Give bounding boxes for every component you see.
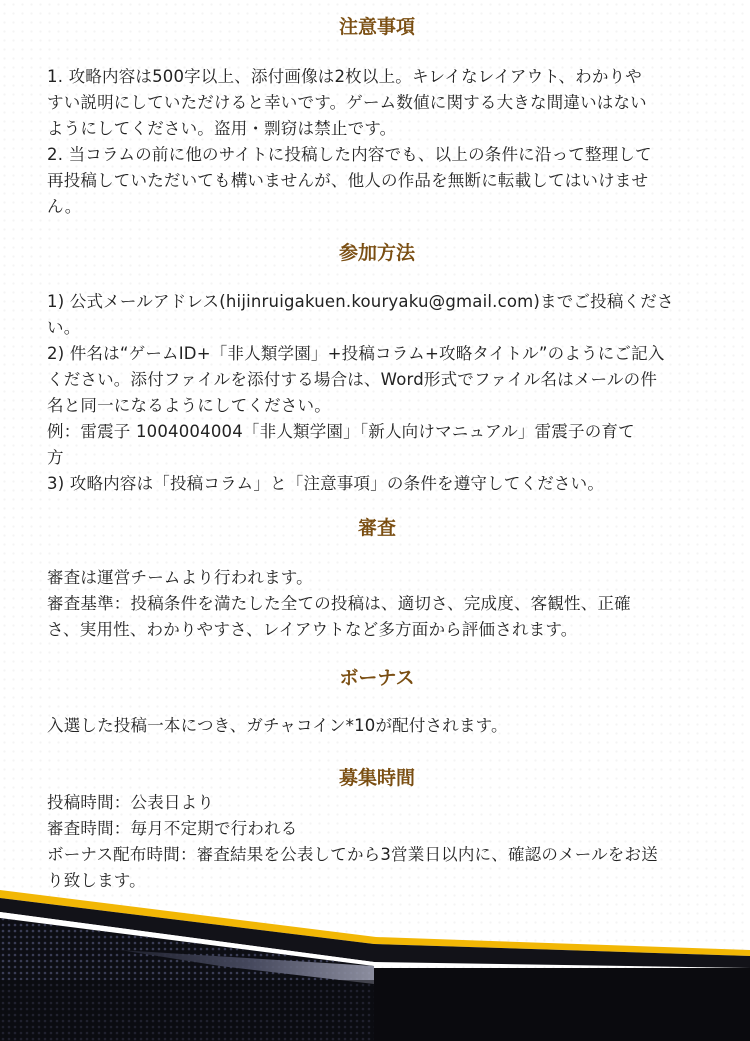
black-base-bottom xyxy=(0,980,750,1041)
text-line: 入選した投稿一本につき、ガチャコイン*10が配付されます。 xyxy=(47,716,508,735)
text-line: 1. 攻略内容は500字以上、添付画像は2枚以上。キレイなレイアウト、わかりや xyxy=(47,67,642,86)
section-title-bonus: ボーナス xyxy=(339,667,415,689)
section-title-schedule: 募集時間 xyxy=(338,767,415,789)
text-line: 3) 攻略内容は「投稿コラム」と「注意事項」の条件を遵守してください。 xyxy=(47,474,605,493)
text-line: ください。添付ファイルを添付する場合は、Word形式でファイル名はメールの件 xyxy=(47,370,658,389)
text-line: ん。 xyxy=(47,197,82,216)
text-line: り致します。 xyxy=(47,871,146,890)
section-title-how-to-join: 参加方法 xyxy=(338,242,415,264)
footer-decoration xyxy=(0,880,750,1041)
section-body-notes xyxy=(47,64,707,220)
text-line: い。 xyxy=(47,318,81,337)
section-body-review xyxy=(47,565,707,643)
text-line: ボーナス配布時間：審査結果を公表してから3営業日以内に、確認のメールをお送 xyxy=(47,845,658,864)
text-line: 審査時間：毎月不定期で行われる xyxy=(47,819,298,838)
text-line: 再投稿していただいても構いませんが、他人の作品を無断に転載してはいけませ xyxy=(47,171,649,190)
section-body-bonus xyxy=(47,713,707,739)
text-line: 審査基準：投稿条件を満たした全ての投稿は、適切さ、完成度、客観性、正確 xyxy=(47,594,631,613)
text-line: 2) 件名は“ゲームID+「非人類学園」+投稿コラム+攻略タイトル”のようにご記入 xyxy=(47,344,665,363)
text-line: すい説明にしていただけると幸いです。ゲーム数値に関する大きな間違いはない xyxy=(47,93,647,112)
text-line: ようにしてください。盗用・剽窃は禁止です。 xyxy=(47,119,397,138)
text-line: 1) 公式メールアドレス(hijinruigakuen.kouryaku@gmail.com)までご投稿くださ xyxy=(47,292,674,311)
section-body-schedule xyxy=(47,790,707,894)
text-line: 例：雷震子 1004004004「非人類学園」「新人向けマニュアル」雷震子の育て xyxy=(47,422,635,441)
section-body-how-to-join xyxy=(47,289,707,497)
text-line: 方 xyxy=(47,448,64,467)
text-line: 投稿時間：公表日より xyxy=(47,793,214,812)
text-line: 2. 当コラムの前に他のサイトに投稿した内容でも、以上の条件に沿って整理して xyxy=(47,145,652,164)
text-line: 審査は運営チームより行われます。 xyxy=(47,568,313,587)
section-title-notes: 注意事項 xyxy=(338,16,415,38)
text-line: さ、実用性、わかりやすさ、レイアウトなど多方面から評価されます。 xyxy=(47,620,578,639)
text-line: 名と同一になるようにしてください。 xyxy=(47,396,331,415)
section-title-review: 審査 xyxy=(357,517,396,539)
